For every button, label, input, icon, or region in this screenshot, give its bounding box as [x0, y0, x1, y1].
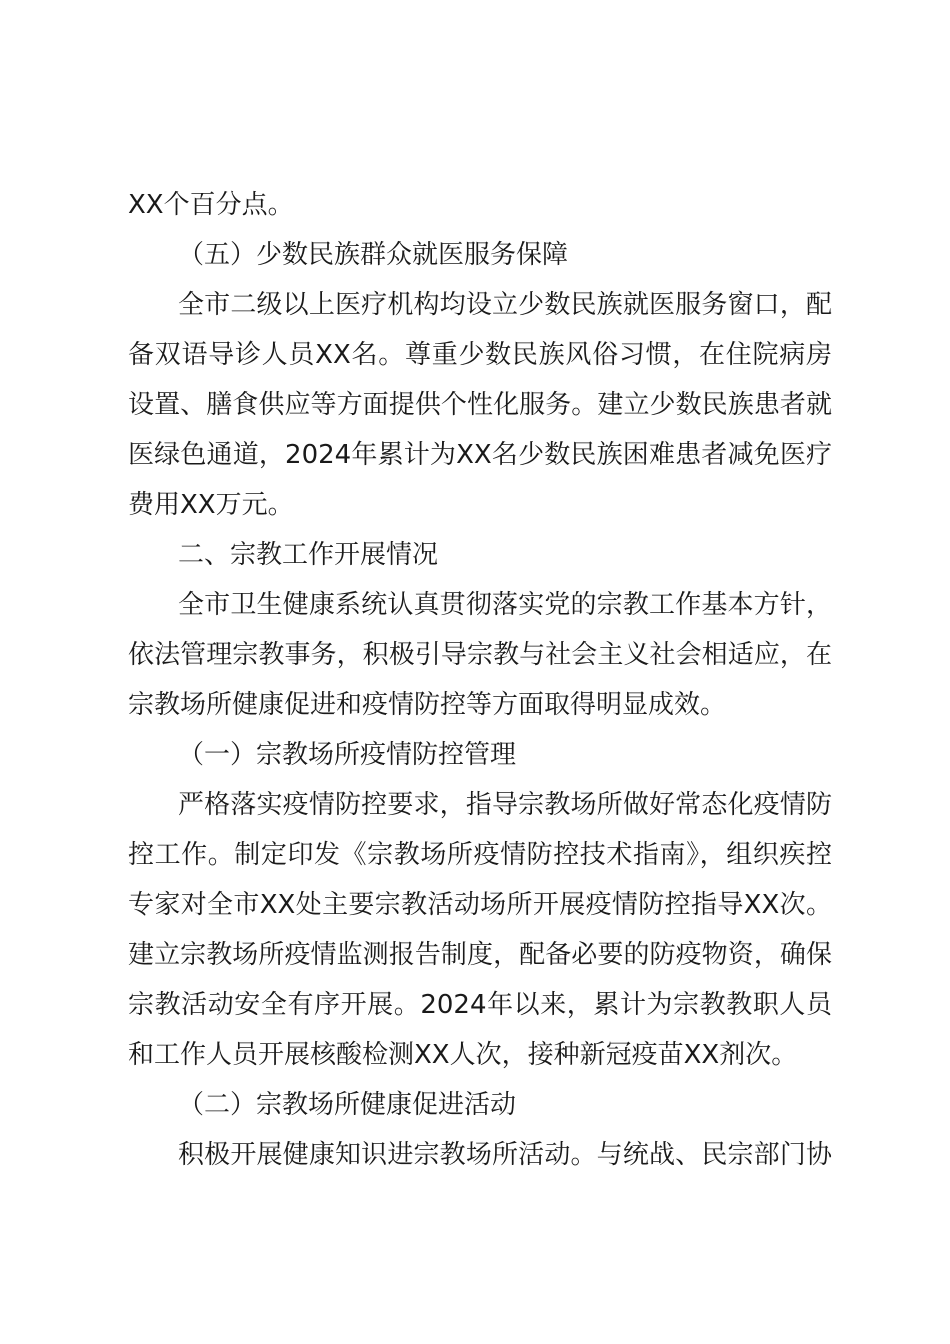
- paragraph-line: 建立宗教场所疫情监测报告制度，配备必要的防疫物资，确保: [128, 940, 832, 970]
- section-heading: 二、宗教工作开展情况: [178, 540, 439, 570]
- section-heading: （二）宗教场所健康促进活动: [178, 1090, 517, 1120]
- paragraph-line: 和工作人员开展核酸检测XX人次，接种新冠疫苗XX剂次。: [128, 1040, 798, 1070]
- paragraph-line: 宗教场所健康促进和疫情防控等方面取得明显成效。: [128, 690, 727, 720]
- paragraph-line: 专家对全市XX处主要宗教活动场所开展疫情防控指导XX次。: [128, 890, 832, 920]
- paragraph-line: 宗教活动安全有序开展。2024年以来，累计为宗教教职人员: [128, 990, 832, 1020]
- paragraph-line: 备双语导诊人员XX名。尊重少数民族风俗习惯，在住院病房: [128, 340, 832, 370]
- paragraph-line: 积极开展健康知识进宗教场所活动。与统战、民宗部门协: [178, 1140, 832, 1170]
- paragraph-line: 严格落实疫情防控要求，指导宗教场所做好常态化疫情防: [178, 790, 832, 820]
- section-heading: （五）少数民族群众就医服务保障: [178, 240, 569, 270]
- paragraph-line: 全市卫生健康系统认真贯彻落实党的宗教工作基本方针，: [178, 590, 832, 620]
- section-heading: （一）宗教场所疫情防控管理: [178, 740, 517, 770]
- paragraph-line: 控工作。制定印发《宗教场所疫情防控技术指南》，组织疾控: [128, 840, 832, 870]
- paragraph-line: 全市二级以上医疗机构均设立少数民族就医服务窗口，配: [178, 290, 832, 320]
- paragraph-line: 医绿色通道，2024年累计为XX名少数民族困难患者减免医疗: [128, 440, 832, 470]
- paragraph-line: 设置、膳食供应等方面提供个性化服务。建立少数民族患者就: [128, 390, 832, 420]
- paragraph-line: XX个百分点。: [128, 190, 294, 220]
- paragraph-line: 依法管理宗教事务，积极引导宗教与社会主义社会相适应，在: [128, 640, 832, 670]
- paragraph-line: 费用XX万元。: [128, 490, 294, 520]
